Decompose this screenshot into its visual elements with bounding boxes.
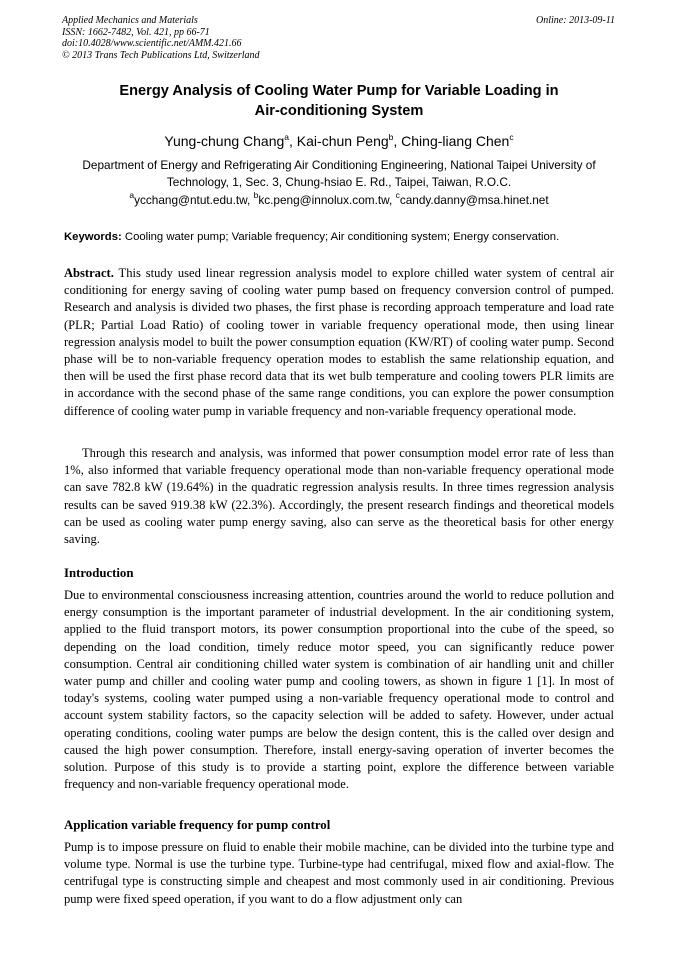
email-mark: b	[253, 190, 259, 200]
email-mark: a	[129, 190, 135, 200]
introduction-paragraph: Due to environmental consciousness increasing attention, countries around the world to reduce pollution and energy consumption is the important parameter of industrial development. In the air conditioning system, applied to the fluid transport motors, its power consumption proportional into the cube of the speed, so depending on the load condition, timely reduce motor speed, you can significantly reduce power consumption. Central air conditioning chilled water system is combination of air handling unit and chiller water pump and chiller and cooling water pump and cooling towers, as shown in figure 1 [1]. In most of today's systems, cooling water pumped using a non-variable frequency operational mode to control and account system stability factors, so the capacity selection will be added to safety. However, under actual operating conditions, cooling water pumps are below the design content, this is the called over design and caused the high power consumption. Therefore, install energy-saving operation of inverter becomes the solution. Purpose of this study is to provide a starting point, explore the difference between variable frequency and non-variable frequency operational mode.	[64, 588, 614, 792]
author-mark: b	[388, 132, 394, 142]
online-date: Online: 2013-09-11	[536, 15, 615, 26]
affiliation: Department of Energy and Refrigerating Air Conditioning Engineering, National Taipei University of Technology, 1, Sec. 3, Chung-hsiao E. Rd., Taipei, Taiwan, R.O.C.	[82, 158, 596, 189]
abstract-text: This study used linear regression analysis model to explore chilled water system of central air conditioning for energy saving of cooling water pump based on frequency conversion control of pumped. Research and analysis is divided two phases, the first phase is recording approach temperature and load rate (PLR; Partial Load Ratio) of cooling tower in variable frequency operational mode, then using linear regression analysis model to built the power consumption equation (KW/RT) of cooling water pump. Second phase will be to non-variable frequency operation modes to establish the same relationship equation, and then will be used the first phase record data that its wet bulb temperature and cooling towers PLR limits are in accordance with the second phase of the same range conditions, you can explore the power consumption difference of cooling water pump in variable frequency and non-variable frequency operational mode.	[64, 266, 614, 418]
email-separator: ,	[247, 193, 254, 207]
email-list	[60, 190, 618, 208]
paper-title	[60, 81, 618, 121]
author-name: Yung-chung Chang	[164, 133, 285, 149]
keywords	[64, 230, 620, 245]
email-mark: c	[395, 190, 400, 200]
journal-header	[62, 15, 260, 61]
author-mark: a	[284, 132, 290, 142]
email-address: kc.peng@innolux.com.tw	[258, 193, 390, 207]
author-name: Kai-chun Peng	[296, 133, 389, 149]
abstract-paragraph-2: Through this research and analysis, was informed that power consumption model error rate of less than 1%, also informed that variable frequency operational mode than non-variable frequency operational mode can save 782.8 kW (19.64%) in the quadratic regression analysis results. In three times regression analysis results can be saved 919.38 kW (22.3%). Accordingly, the present research findings and theoretical models can be used as cooling water pump energy saving, also can serve as the theoretical basis for other energy saving.	[64, 446, 614, 547]
abstract-label: Abstract.	[64, 266, 114, 280]
email-address: candy.danny@msa.hinet.net	[399, 193, 549, 207]
pump-control-paragraph: Pump is to impose pressure on fluid to enable their mobile machine, can be divided into the turbine type and volume type. Normal is use the turbine type. Turbine-type had centrifugal, mixed flow and axial-flow. The centrifugal type is constructing simple and cheapest and most commonly used in air conditioning. Previous pump were fixed speed operation, if you want to do a flow adjustment only can	[64, 840, 614, 906]
author-separator: ,	[393, 133, 402, 149]
title-line-2: Air-conditioning System	[254, 103, 424, 119]
abstract-paragraph	[64, 265, 614, 420]
journal-name: Applied Mechanics and Materials	[62, 15, 198, 26]
section-heading-introduction: Introduction	[64, 566, 134, 580]
email-address: ycchang@ntut.edu.tw	[134, 193, 248, 207]
author-list	[60, 132, 618, 150]
keywords-label: Keywords:	[64, 231, 122, 243]
keywords-text: Cooling water pump; Variable frequency; Air conditioning system; Energy conservation.	[124, 231, 560, 243]
issn-line: ISSN: 1662-7482, Vol. 421, pp 66-71	[62, 26, 210, 38]
author-mark: c	[509, 132, 514, 142]
section-heading-pump-control: Application variable frequency for pump control	[64, 818, 331, 832]
author-separator: ,	[289, 133, 297, 149]
author-name: Ching-liang Chen	[401, 133, 510, 149]
doi-line: doi:10.4028/www.scientific.net/AMM.421.66	[62, 38, 242, 49]
title-line-1: Energy Analysis of Cooling Water Pump for Variable Loading in	[119, 83, 559, 99]
copyright-line: © 2013 Trans Tech Publications Ltd, Switzerland	[62, 49, 260, 61]
email-separator: ,	[389, 193, 396, 207]
